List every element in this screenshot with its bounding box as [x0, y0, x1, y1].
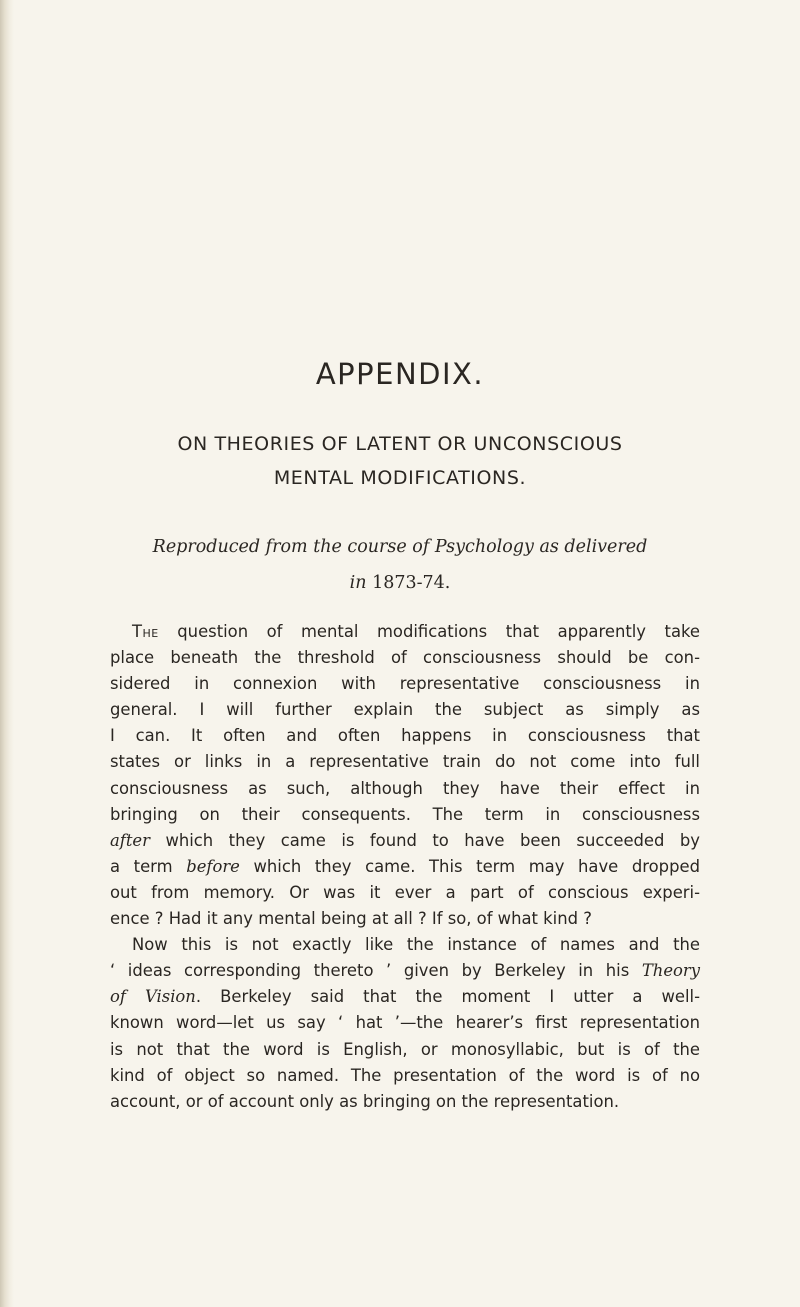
italic-word: after [110, 830, 150, 850]
text-line [110, 854, 700, 880]
text-line: out from memory. Or was it ever a part of conscious experi- [110, 882, 700, 902]
text-line [110, 619, 700, 645]
text-segment: question of mental modifications that apparently take [177, 622, 701, 641]
section-title [0, 427, 800, 495]
text-segment: a term [110, 856, 187, 876]
source-note-line-1: Reproduced from the course of Psychology as delivered [152, 537, 648, 557]
text-line: kind of object so named. The presentation of the word is of no [110, 1065, 700, 1085]
book-title-part-2: of Vision [110, 987, 196, 1007]
body-text [110, 619, 700, 1115]
section-title-line-1: ON THEORIES OF LATENT OR UNCONSCIOUS [177, 433, 623, 455]
source-note-prefix: in [349, 573, 367, 593]
appendix-heading: APPENDIX. [315, 357, 485, 391]
source-note-line-2 [0, 565, 800, 601]
italic-word: before [186, 856, 240, 876]
text-segment: which they came. This term may have dropped [239, 856, 700, 876]
text-line: known word—let us say ‘ hat ’—the hearer’s first representation [110, 1013, 700, 1033]
text-segment: ‘ ideas corresponding thereto ’ given by Berkeley in his [110, 961, 642, 981]
section-title-line-2: MENTAL MODIFICATIONS. [273, 467, 527, 489]
text-segment: . Berkeley said that the moment I utter a well- [195, 987, 700, 1007]
text-line: states or links in a representative train do not come into full [110, 752, 700, 772]
text-line: sidered in connexion with representative consciousness in [110, 674, 700, 694]
paragraph-2 [110, 932, 700, 1115]
text-line [110, 958, 700, 984]
text-line: I can. It often and often happens in consciousness that [110, 726, 700, 746]
text-line: general. I will further explain the subject as simply as [110, 700, 700, 720]
text-line [110, 828, 700, 854]
source-note [0, 529, 800, 601]
text-line: place beneath the threshold of consciousness should be con- [110, 648, 700, 668]
text-line: ence ? Had it any mental being at all ? If so, of what kind ? [110, 909, 592, 929]
lead-word: The [132, 622, 159, 641]
text-segment: which they came is found to have been succeeded by [149, 830, 700, 850]
text-line: account, or of account only as bringing on the representation. [110, 1091, 620, 1111]
text-line: is not that the word is English, or monosyllabic, but is of the [110, 1039, 700, 1059]
text-line: bringing on their consequents. The term in consciousness [110, 804, 700, 824]
text-line: consciousness as such, although they have their effect in [110, 778, 700, 798]
book-title-part-1: Theory [641, 961, 700, 981]
source-note-year: 1873-74. [372, 573, 451, 593]
paragraph-1 [110, 619, 700, 932]
text-line: Now this is not exactly like the instance of names and the [132, 935, 700, 955]
text-line [110, 984, 700, 1010]
